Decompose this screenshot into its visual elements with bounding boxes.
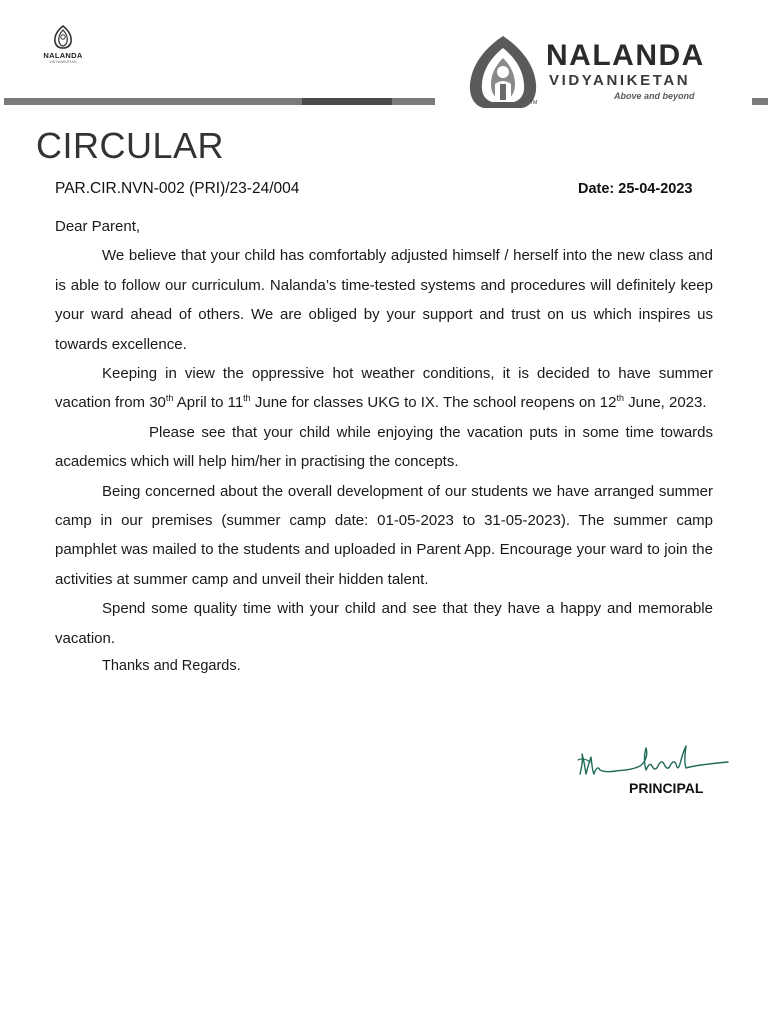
letter-body	[55, 212, 713, 679]
small-logo-subtext: VIDYANIKETAN	[49, 60, 77, 64]
paragraph-3: Please see that your child while enjoying the vacation puts in some time towards academics which will help him/her in practising the concepts.	[55, 423, 713, 471]
p2-sup-c: th	[616, 393, 624, 404]
p2-part-b: April to 11	[173, 394, 244, 412]
brand-emblem-icon	[464, 34, 542, 110]
brand-tagline: Above and beyond	[614, 91, 695, 101]
salutation: Dear Parent,	[55, 218, 141, 235]
p2-part-c: June for classes UKG to IX. The school reopens on 12	[250, 394, 617, 412]
signatory-title: PRINCIPAL	[629, 780, 704, 796]
small-school-logo	[34, 24, 92, 72]
brand-name: NALANDA	[546, 39, 705, 72]
header-rule-accent	[302, 98, 392, 105]
principal-signature	[576, 740, 732, 782]
emblem-icon	[50, 24, 76, 50]
closing-line: Thanks and Regards.	[102, 658, 241, 675]
paragraph-2	[55, 359, 713, 418]
paragraph-1: We believe that your child has comfortably adjusted himself / herself into the new class and is able to follow our curriculum. Nalanda’s time-tested systems and procedures will definitely keep your ward ahead of others. We are obliged by your support and trust on us which inspires us towards excellence.	[55, 247, 713, 353]
p2-part-a: Keeping in view the oppressive hot weather conditions, it is decided to have summer vacation from 30	[55, 365, 713, 412]
paragraph-5: Spend some quality time with your child and see that they have a happy and memorable vacation.	[55, 600, 713, 647]
p2-part-d: June, 2023.	[623, 394, 707, 412]
reference-number: PAR.CIR.NVN-002 (PRI)/23-24/004	[55, 180, 300, 197]
document-date: Date: 25-04-2023	[578, 181, 693, 197]
header-rule-right	[752, 98, 768, 105]
paragraph-4: Being concerned about the overall development of our students we have arranged summer camp in our premises (summer camp date: 01-05-2023 to 31-05-2023). The summer camp pamphlet was mailed to the students and uploaded in Parent App. Encourage your ward to join the activities at summer camp and unveil their hidden talent.	[55, 482, 713, 588]
p2-sup-a: th	[165, 393, 174, 404]
brand-subtitle: VIDYANIKETAN	[549, 72, 691, 89]
small-logo-text: NALANDA	[43, 51, 83, 60]
trademark-mark: TM	[530, 100, 538, 106]
header-rule	[4, 98, 435, 105]
document-title: CIRCULAR	[36, 125, 225, 166]
p2-sup-b: th	[243, 393, 251, 404]
